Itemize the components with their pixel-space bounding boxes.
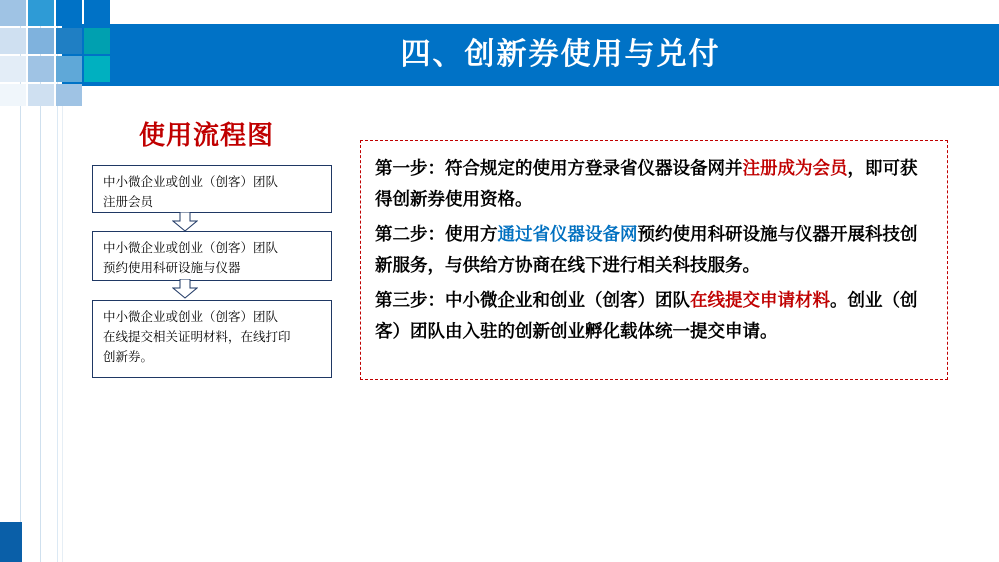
mosaic-tile bbox=[0, 0, 26, 26]
mosaic-tile bbox=[84, 28, 110, 54]
mosaic-tile bbox=[56, 56, 82, 82]
step-2-segment-1: 使用方 bbox=[445, 224, 498, 244]
step-paragraph-3 bbox=[375, 285, 933, 347]
step-3-segment-2: 在线提交申请材料 bbox=[690, 290, 830, 310]
flow-arrow-down-1 bbox=[172, 212, 198, 232]
step-1-segment-3: ，即可获得创新券使用资格。 bbox=[375, 158, 918, 209]
flow-box-2-line-1: 中小微企业或创业（创客）团队 bbox=[103, 241, 279, 255]
step-label-1: 第一步： bbox=[375, 158, 445, 178]
mosaic-tile bbox=[0, 56, 26, 82]
steps-panel bbox=[360, 140, 948, 380]
step-label-3: 第三步： bbox=[375, 290, 445, 310]
mosaic-tile bbox=[28, 56, 54, 82]
page-title: 四、创新券使用与兑付 bbox=[400, 38, 721, 71]
flow-box-1-line-2: 注册会员 bbox=[103, 195, 154, 209]
flow-step-box-2 bbox=[92, 231, 332, 281]
mosaic-tile bbox=[84, 0, 110, 26]
flow-box-3-line-3: 创新券。 bbox=[103, 350, 154, 364]
step-label-2: 第二步： bbox=[375, 224, 445, 244]
mosaic-tile bbox=[28, 28, 54, 54]
step-1-segment-1: 符合规定的使用方登录省仪器设备网并 bbox=[445, 158, 743, 178]
flow-chart-title: 使用流程图 bbox=[139, 120, 275, 150]
step-2-segment-3: 预约使用科研设施与仪器开展科技创新服务，与供给方协商在线下进行相关科技服务。 bbox=[375, 224, 918, 275]
step-3-segment-1: 中小微企业和创业（创客）团队 bbox=[445, 290, 690, 310]
flow-arrow-down-2 bbox=[172, 279, 198, 299]
mosaic-decoration bbox=[0, 0, 160, 110]
mosaic-tile bbox=[0, 28, 26, 54]
mosaic-tile bbox=[0, 84, 26, 106]
flow-box-2-line-2: 预约使用科研设施与仪器 bbox=[103, 261, 241, 275]
mosaic-tile bbox=[56, 0, 82, 26]
step-1-segment-2: 注册成为会员 bbox=[742, 158, 848, 178]
step-paragraph-1 bbox=[375, 153, 933, 215]
flow-box-1-line-1: 中小微企业或创业（创客）团队 bbox=[103, 175, 279, 189]
flow-step-box-1 bbox=[92, 165, 332, 213]
flow-box-3-line-1: 中小微企业或创业（创客）团队 bbox=[103, 310, 279, 324]
mosaic-tile bbox=[28, 0, 54, 26]
mosaic-tile bbox=[56, 28, 82, 54]
mosaic-tile bbox=[28, 84, 54, 106]
step-3-segment-3: 。创业（创客）团队由入驻的创新创业孵化载体统一提交申请。 bbox=[375, 290, 918, 341]
mosaic-tile bbox=[84, 56, 110, 82]
flow-step-box-3 bbox=[92, 300, 332, 378]
mosaic-tile bbox=[56, 84, 82, 106]
bottom-left-block bbox=[0, 522, 22, 562]
step-paragraph-2 bbox=[375, 219, 933, 281]
flow-box-3-line-2: 在线提交相关证明材料，在线打印 bbox=[103, 330, 291, 344]
step-2-segment-2: 通过省仪器设备网 bbox=[497, 224, 638, 244]
